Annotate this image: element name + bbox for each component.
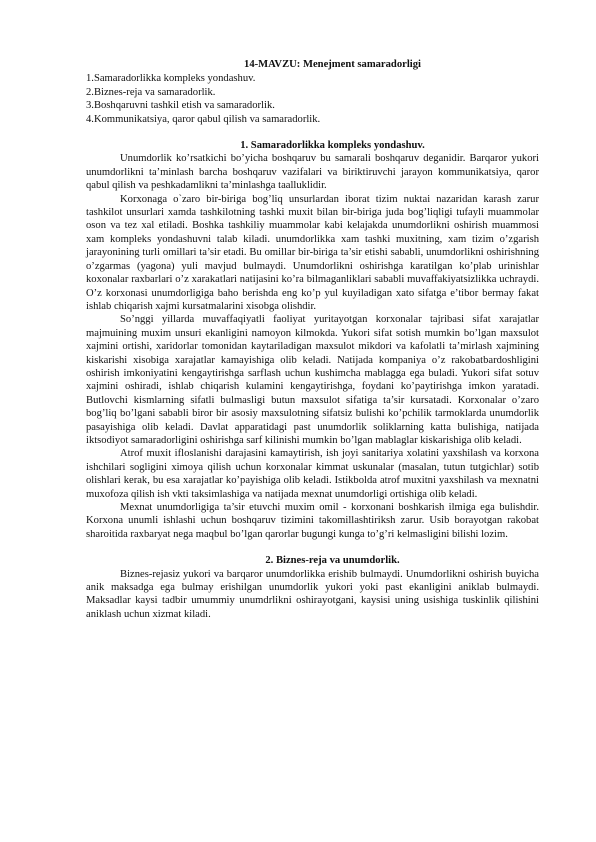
paragraph: Korxonaga o`zaro bir-biriga bog’liq unsurlardan iborat tizim nuktai nazaridan karash zarur tashkilot unsurlari xamda tashkilotning tashki muxit bilan bir-biriga juda bog’liqligi tufayli muammolar oson va tez xal etiladi. Boshka tashkiliy muammolar kabi kelajakda unumdorlikni oshirish muammosi xam kompleks yondashuvni talab kiladi. unumdorlikka xam tashki muxitning, xam tizim o’zgarish jarayonining turli omillari ta’sir etadi. Bu omillar bir-biriga ta’sir etishi sababli, unumdorlikni oshirishning o’zgarmas (yagona) yuli mavjud bulmaydi. Unumdorlikni oshirishga karatilgan ko’plab urinishlar koxonalar raxbarlari o’z xarakatlari natijasini ko’ra bilmaganliklari sababli muvaffakiyatsizlikka uchraydi. O’z korxonasi unumdorligiga baho berishda eng ko’p yul kuyiladigan xato sifatga e’tibor bermay fakat ishlab chiqarish xajmi kursatmalarini xisobga olishdir. [86,193,539,312]
section-1 [86,139,539,541]
topic-item: 4.Kommunikatsiya, qaror qabul qilish va samaradorlik. [86,113,321,125]
page-title: 14-MAVZU: Menejment samaradorligi [244,59,421,70]
paragraph: Mexnat unumdorligiga ta’sir etuvchi muxim omil - korxonani boshkarish ilmiga ega bulishdir. Korxona unumli ishlashi uchun boshqaruv tizimini takomillashtiriksh zarur. Usib borayotgan rakobat sharoitida raxbaryat nega maqbul bo’lgan qarorlar bugungi kunga to’g’ri kelmasligini bilishi lozim. [86,502,539,540]
paragraph: Biznes-rejasiz yukori va barqaror unumdorlikka erishib bulmaydi. Unumdorlikni oshirish buyicha anik maksadga ega bulmay erishilgan unumdorlik yukori yoki past ekanligini aniklab bulmaydi. Maksadlar kaysi tadbir umummiy unumdrlikni oshirayotgani, kaysisi uning usishiga tuskinlik qilishini aniklash uchun xizmat kiladi. [86,568,539,620]
section-heading: 1. Samaradorlikka kompleks yondashuv. [240,140,425,152]
section-heading: 2. Biznes-reja va unumdorlik. [265,555,400,567]
paragraph: So’nggi yillarda muvaffaqiyatli faoliyat yuritayotgan korxonalar tajribasi sifat xarajatlar majmuining muxim unsuri ekanligini namoyon kilmokda. Yukori sifat sotish mumkin bo’lgan maxsulot xajmini ortishi, xaridorlar tomonidan kaytariladigan maxsulot mikdori va kafolatli ta’mirlash xajmining kiskarishi xisobiga xarajatlar kamayishiga olib keladi. Natijada kompaniya o’z rakobatbardoshligini oshirish imkoniyatini kengaytirishga sarflash uchun kushimcha mablagga ega buladi. Yukori sifat sotuv xajmini oshiradi, ishlab chiqarish kulamini kengaytirishga, foydani ko’paytirishga imkon yaratadi. Butlovchi kismlarning sifatli bulmasligi butun maxsulot sifatiga ta’sir kursatadi. Korxonalar o’zaro bog’liq bo’lgani sababli biror bir asosiy maxsulotning sifatsiz bulishi ko’pchilik tarmoklarda unumdorlik pasayishiga olib keladi. Davlat apparatidagi past unumdorlik soliklarning katta bulishiga, natijada iktsodiyot samaradorligini oshirishga sarf kilinishi mumkin bo’lgan mablaglar kiskarishiga olib keladi. [86,314,539,446]
paragraph: Unumdorlik ko’rsatkichi bo’yicha boshqaruv bu samarali boshqaruv deganidir. Barqaror yukori unumdorlikni ta’minlash barcha boshqaruv vazifalari va biriktiruvchi jarayon kommunikatsiya, qaror qabul qilish va peshkadamlikni ta’minlashga taalluklidir. [86,153,539,192]
topic-item: 3.Boshqaruvni tashkil etish va samaradorlik. [86,100,275,112]
topic-item: 2.Biznes-reja va samaradorlik. [86,86,216,98]
paragraph: Atrof muxit ifloslanishi darajasini kamaytirish, ish joyi sanitariya xolatini yaxshilash va korxona ishchilari sogligini ximoya qilish uchun korxonalar kimmat uskunalar (masalan, tutun tutgichlar) sotib olishlari kerak, bu esa xarajatlar ko’payishiga olib keladi. Istikbolda atrof muxitni yaxshilash va mexnatni muxofoza qilish ish vkti taksimlashiga va natijada mexnat unumdorligi ortishiga olib keladi. [86,448,539,500]
topic-list [86,72,539,126]
section-2 [86,554,539,621]
topic-item: 1.Samaradorlikka kompleks yondashuv. [86,73,256,85]
